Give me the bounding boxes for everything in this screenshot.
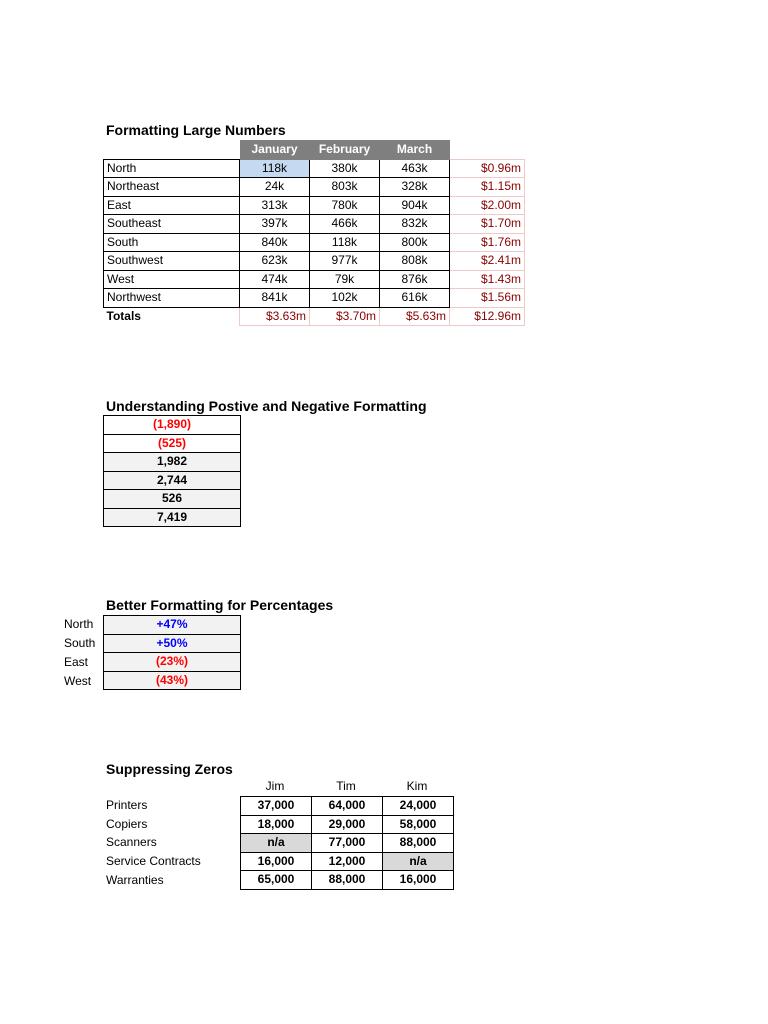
value-cell[interactable]: 463k (380, 159, 450, 178)
value-cell[interactable]: 65,000 (241, 871, 312, 890)
value-cell[interactable]: 313k (240, 196, 310, 215)
value-cell[interactable]: 1,982 (104, 453, 241, 472)
table-row (104, 159, 525, 178)
value-cell[interactable]: 397k (240, 215, 310, 234)
value-cell[interactable]: 88,000 (383, 834, 454, 853)
region-cell[interactable]: Southeast (104, 215, 240, 234)
value-cell[interactable]: 58,000 (383, 815, 454, 834)
total-march[interactable]: $5.63m (380, 307, 450, 326)
total-february[interactable]: $3.70m (310, 307, 380, 326)
na-cell[interactable]: n/a (383, 852, 454, 871)
value-cell[interactable]: 803k (310, 178, 380, 197)
table-row (104, 289, 525, 308)
table-row (104, 178, 525, 197)
value-cell[interactable]: 102k (310, 289, 380, 308)
value-cell[interactable]: 29,000 (312, 815, 383, 834)
total-cell[interactable]: $0.96m (450, 159, 525, 178)
large-numbers-table (103, 140, 525, 326)
value-cell[interactable]: 37,000 (241, 797, 312, 816)
total-cell[interactable]: $1.70m (450, 215, 525, 234)
value-cell[interactable]: 24k (240, 178, 310, 197)
value-cell[interactable]: 88,000 (312, 871, 383, 890)
percent-cell[interactable]: +50% (104, 634, 241, 653)
value-cell[interactable]: 840k (240, 233, 310, 252)
table-row (104, 196, 525, 215)
value-cell[interactable]: 12,000 (312, 852, 383, 871)
value-cell[interactable]: 623k (240, 252, 310, 271)
table-row (241, 834, 454, 853)
header-row (104, 141, 525, 160)
percentages-table (103, 615, 241, 690)
value-cell[interactable]: 876k (380, 270, 450, 289)
percent-cell[interactable]: (23%) (104, 653, 241, 672)
value-cell[interactable]: 616k (380, 289, 450, 308)
total-cell[interactable]: $1.76m (450, 233, 525, 252)
table-row (104, 416, 241, 435)
total-cell[interactable]: $1.43m (450, 270, 525, 289)
zeros-title: Suppressing Zeros (106, 761, 233, 777)
table-row (104, 215, 525, 234)
value-cell[interactable]: 2,744 (104, 471, 241, 490)
table-row (241, 797, 454, 816)
value-cell[interactable]: 18,000 (241, 815, 312, 834)
value-cell[interactable]: 977k (310, 252, 380, 271)
row-label: Printers (106, 798, 148, 812)
total-cell[interactable]: $1.15m (450, 178, 525, 197)
row-label: South (64, 636, 96, 650)
total-cell[interactable]: $2.41m (450, 252, 525, 271)
pos-neg-title: Understanding Postive and Negative Formatting (106, 398, 427, 414)
table-row (241, 815, 454, 834)
header-march[interactable]: March (380, 141, 450, 160)
value-cell[interactable]: 77,000 (312, 834, 383, 853)
total-january[interactable]: $3.63m (240, 307, 310, 326)
region-cell[interactable]: West (104, 270, 240, 289)
percent-cell[interactable]: +47% (104, 616, 241, 635)
totals-label[interactable]: Totals (106, 309, 141, 323)
total-cell[interactable]: $1.56m (450, 289, 525, 308)
pos-neg-table (103, 415, 241, 527)
table-row (104, 634, 241, 653)
region-cell[interactable]: Southwest (104, 252, 240, 271)
row-label: Service Contracts (106, 854, 201, 868)
value-cell[interactable]: 79k (310, 270, 380, 289)
totals-row (104, 307, 525, 326)
value-cell[interactable]: 380k (310, 159, 380, 178)
header-february[interactable]: February (310, 141, 380, 160)
header-total-blank (450, 141, 525, 160)
value-cell[interactable]: 466k (310, 215, 380, 234)
row-label: Scanners (106, 835, 157, 849)
selected-cell[interactable]: 118k (240, 159, 310, 178)
value-cell[interactable]: 808k (380, 252, 450, 271)
region-cell[interactable]: Northwest (104, 289, 240, 308)
region-cell[interactable]: Northeast (104, 178, 240, 197)
region-cell[interactable]: South (104, 233, 240, 252)
region-cell[interactable]: North (104, 159, 240, 178)
value-cell[interactable]: 328k (380, 178, 450, 197)
row-label: Copiers (106, 817, 148, 831)
region-cell[interactable]: East (104, 196, 240, 215)
value-cell[interactable]: 16,000 (383, 871, 454, 890)
value-cell[interactable]: 64,000 (312, 797, 383, 816)
table-row (104, 252, 525, 271)
value-cell[interactable]: 841k (240, 289, 310, 308)
row-label: Warranties (106, 873, 164, 887)
value-cell[interactable]: 16,000 (241, 852, 312, 871)
column-header-jim: Jim (265, 779, 285, 793)
table-row (104, 233, 525, 252)
header-blank (104, 141, 240, 160)
value-cell[interactable]: (1,890) (104, 416, 241, 435)
value-cell[interactable]: 800k (380, 233, 450, 252)
na-cell[interactable]: n/a (241, 834, 312, 853)
large-numbers-title: Formatting Large Numbers (106, 122, 286, 138)
table-row (104, 616, 241, 635)
table-row (104, 671, 241, 690)
value-cell[interactable]: 7,419 (104, 508, 241, 527)
row-label: West (64, 674, 92, 688)
value-cell[interactable]: (525) (104, 434, 241, 453)
zeros-table (240, 796, 454, 890)
table-row (104, 653, 241, 672)
table-row (241, 852, 454, 871)
row-label: East (64, 655, 89, 669)
column-header-tim: Tim (336, 779, 356, 793)
table-row (104, 508, 241, 527)
value-cell[interactable]: 24,000 (383, 797, 454, 816)
table-row (104, 453, 241, 472)
total-cell[interactable]: $2.00m (450, 196, 525, 215)
value-cell[interactable]: 904k (380, 196, 450, 215)
table-row (104, 471, 241, 490)
value-cell[interactable]: 780k (310, 196, 380, 215)
table-row (104, 270, 525, 289)
percentages-title: Better Formatting for Percentages (106, 597, 334, 613)
grand-total[interactable]: $12.96m (450, 307, 525, 326)
column-header-kim: Kim (406, 779, 428, 793)
table-row (104, 490, 241, 509)
value-cell[interactable]: 118k (310, 233, 380, 252)
header-january[interactable]: January (240, 141, 310, 160)
value-cell[interactable]: 474k (240, 270, 310, 289)
percent-cell[interactable]: (43%) (104, 671, 241, 690)
row-label: North (64, 617, 94, 631)
table-row (241, 871, 454, 890)
table-row (104, 434, 241, 453)
value-cell[interactable]: 526 (104, 490, 241, 509)
value-cell[interactable]: 832k (380, 215, 450, 234)
